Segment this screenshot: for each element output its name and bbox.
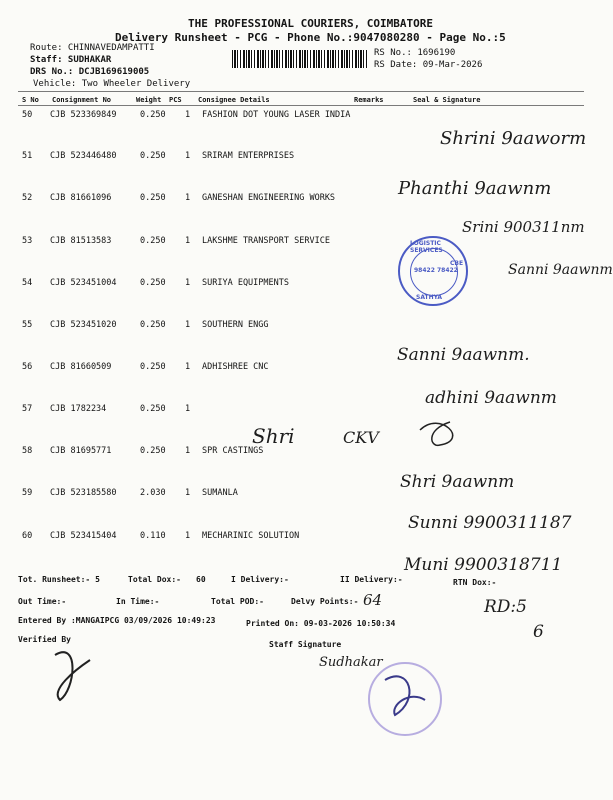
row-consignee: MECHARINIC SOLUTION xyxy=(202,531,300,541)
row-consignment: CJB 523451020 xyxy=(50,320,117,330)
row-consignee: SURIYA EQUIPMENTS xyxy=(202,278,289,288)
stamp-text-side: CBE xyxy=(450,260,464,267)
row-consignment: CJB 81660509 xyxy=(50,362,112,372)
entered-by: Entered By :MANGAIPCG 03/09/2026 10:49:23 xyxy=(18,616,216,625)
company-title: THE PROFESSIONAL COURIERS, COIMBATORE xyxy=(188,17,434,30)
row-sno: 57 xyxy=(22,404,33,414)
row-consignee: GANESHAN ENGINEERING WORKS xyxy=(202,193,336,203)
row-pcs: 1 xyxy=(185,362,191,372)
row-sno: 54 xyxy=(22,278,33,288)
row-sno: 51 xyxy=(22,151,33,161)
drs-number: DRS No.: DCJB169619005 xyxy=(30,67,150,77)
stamp-text-center: 98422 78422 xyxy=(414,267,458,274)
faint-stamp xyxy=(368,662,442,736)
runsheet-title: Delivery Runsheet - PCG - Phone No.:9047080280 - Page No.:5 xyxy=(115,31,506,44)
total-dox-value: 60 xyxy=(196,575,206,584)
row-consignee: SPR CASTINGS xyxy=(202,446,264,456)
row-weight: 0.250 xyxy=(140,362,166,372)
row-sno: 56 xyxy=(22,362,33,372)
printed-on: Printed On: 09-03-2026 10:50:34 xyxy=(246,619,396,628)
row-weight: 0.250 xyxy=(140,110,166,120)
row-consignment: CJB 523415404 xyxy=(50,531,117,541)
row-sno: 55 xyxy=(22,320,33,330)
row-sno: 50 xyxy=(22,110,33,120)
out-time: Out Time:- xyxy=(18,597,67,606)
row-pcs: 1 xyxy=(185,110,191,120)
col-sno: S No xyxy=(22,96,39,104)
row-pcs: 1 xyxy=(185,446,191,456)
rs-number: RS No.: 1696190 xyxy=(374,48,456,58)
row-weight: 0.250 xyxy=(140,278,166,288)
signature-57: adhini 9aawnm xyxy=(425,388,557,408)
verified-by: Verified By xyxy=(18,635,71,644)
row-sno: 58 xyxy=(22,446,33,456)
row-consignment: CJB 81661096 xyxy=(50,193,112,203)
row-sno: 59 xyxy=(22,488,33,498)
row-pcs: 1 xyxy=(185,236,191,246)
row-pcs: 1 xyxy=(185,193,191,203)
signature-56: Sanni 9aawnm. xyxy=(397,345,530,365)
row-sno: 53 xyxy=(22,236,33,246)
signature-52: Srini 900311nm xyxy=(462,218,585,236)
row-consignment: CJB 1782234 xyxy=(50,404,107,414)
row-weight: 0.250 xyxy=(140,446,166,456)
row-pcs: 1 xyxy=(185,531,191,541)
staff-signature-label: Staff Signature xyxy=(269,640,342,649)
row-sno: 52 xyxy=(22,193,33,203)
col-remarks: Remarks xyxy=(354,96,384,104)
signature-58-a: Shri xyxy=(252,424,295,448)
row-consignment: CJB 523185580 xyxy=(50,488,117,498)
verified-scribble xyxy=(55,652,90,700)
stamp-text-top: LOGISTIC SERVICES xyxy=(410,240,443,254)
rs-date: RS Date: 09-Mar-2026 xyxy=(374,60,483,70)
staff-label: Staff: SUDHAKAR xyxy=(30,55,112,65)
row-pcs: 1 xyxy=(185,151,191,161)
row-weight: 0.250 xyxy=(140,404,166,414)
row-consignment: CJB 81695771 xyxy=(50,446,112,456)
row-consignment: CJB 523369849 xyxy=(50,110,117,120)
rd-note-count: 6 xyxy=(533,622,544,642)
signature-60: Sunni 9900311187 xyxy=(408,513,572,533)
signature-59: Shri 9aawnm xyxy=(400,472,515,492)
total-pod: Total POD:- xyxy=(211,597,264,606)
col-seal: Seal & Signature xyxy=(413,96,481,104)
row-consignment: CJB 523451004 xyxy=(50,278,117,288)
company-stamp xyxy=(398,236,468,306)
col-consignment: Consignment No xyxy=(52,96,112,104)
col-pcs: PCS xyxy=(169,96,182,104)
total-dox-label: Total Dox:- xyxy=(128,575,181,584)
row-weight: 0.250 xyxy=(140,320,166,330)
row-consignee: LAKSHME TRANSPORT SERVICE xyxy=(202,236,330,246)
delivery-points-handwritten: 64 xyxy=(363,591,383,609)
staff-signature: Sudhakar xyxy=(319,655,383,670)
delvy-points: Delvy Points:- xyxy=(291,597,359,606)
signature-61: Muni 9900318711 xyxy=(404,555,563,575)
col-weight: Weight xyxy=(136,96,162,104)
i-delivery: I Delivery:- xyxy=(231,575,289,584)
vehicle-label: Vehicle: Two Wheeler Delivery xyxy=(33,79,191,89)
col-consignee: Consignee Details xyxy=(198,96,270,104)
row-consignee: SUMANLA xyxy=(202,488,238,498)
row-weight: 0.250 xyxy=(140,236,166,246)
row-consignment: CJB 81513583 xyxy=(50,236,112,246)
rtn-dox: RTN Dox:- xyxy=(453,578,497,587)
row-weight: 0.250 xyxy=(140,193,166,203)
row-consignee: SOUTHERN ENGG xyxy=(202,320,269,330)
in-time: In Time:- xyxy=(116,597,160,606)
row-consignee: SRIRAM ENTERPRISES xyxy=(202,151,295,161)
row-pcs: 1 xyxy=(185,404,191,414)
tot-runsheet: Tot. Runsheet:- 5 xyxy=(18,575,100,584)
rd-note: RD:5 xyxy=(484,597,527,617)
row-sno: 60 xyxy=(22,531,33,541)
row-pcs: 1 xyxy=(185,278,191,288)
signature-53: Sanni 9aawnm xyxy=(508,262,613,278)
row-weight: 0.110 xyxy=(140,531,166,541)
row-consignee: FASHION DOT YOUNG LASER INDIA xyxy=(202,110,351,120)
stamp-text-bottom: SATHYA xyxy=(416,294,443,301)
signature-58-b: CKV xyxy=(343,428,379,447)
row57-scribble xyxy=(420,422,453,445)
row-consignment: CJB 523446480 xyxy=(50,151,117,161)
signature-50: Shrini 9aaworm xyxy=(440,128,587,149)
row-pcs: 1 xyxy=(185,320,191,330)
row-consignee: ADHISHREE CNC xyxy=(202,362,269,372)
ii-delivery: II Delivery:- xyxy=(340,575,403,584)
row-pcs: 1 xyxy=(185,488,191,498)
row-weight: 0.250 xyxy=(140,151,166,161)
signature-51: Phanthi 9aawnm xyxy=(398,178,552,199)
route-label: Route: CHINNAVEDAMPATTI xyxy=(30,43,155,53)
row-weight: 2.030 xyxy=(140,488,166,498)
